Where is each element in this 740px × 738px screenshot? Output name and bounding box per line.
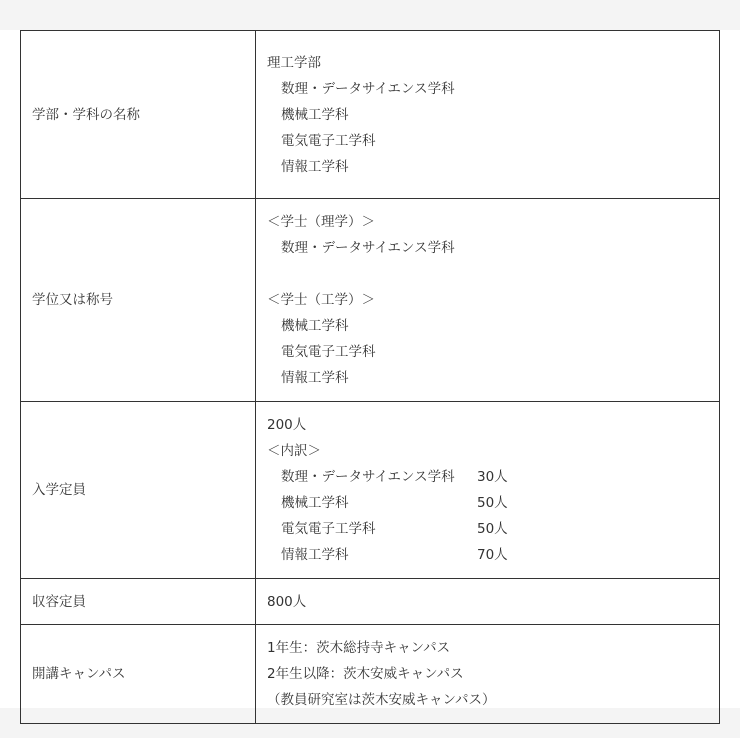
- label-admission: 入学定員: [21, 402, 256, 579]
- table-row-admission: [21, 402, 720, 579]
- breakdown-heading: ＜内訳＞: [267, 443, 321, 459]
- breakdown-item: [267, 490, 708, 516]
- department-item: 電気電子工学科: [281, 132, 376, 149]
- department-item: 機械工学科: [281, 106, 349, 123]
- page: [0, 30, 740, 708]
- label-faculty: 学部・学科の名称: [21, 31, 256, 199]
- department-item: 数理・データサイエンス学科: [281, 80, 455, 97]
- breakdown-item: [267, 464, 708, 490]
- breakdown-name: 機械工学科: [281, 495, 349, 511]
- value-capacity: 800人: [256, 579, 720, 625]
- campus-line: 1年生：茨木総持寺キャンパス: [267, 640, 451, 656]
- value-campus: [256, 625, 720, 724]
- breakdown-count: 50人: [477, 495, 508, 511]
- table-row-campus: [21, 625, 720, 724]
- breakdown-count: 50人: [477, 521, 508, 537]
- department-item: 情報工学科: [281, 158, 349, 175]
- label-degree: 学位又は称号: [21, 199, 256, 402]
- value-faculty: [256, 31, 720, 199]
- breakdown-name: 電気電子工学科: [281, 521, 376, 537]
- table-row-faculty: [21, 31, 720, 199]
- label-campus: 開講キャンパス: [21, 625, 256, 724]
- campus-line: 2年生以降：茨木安威キャンパス: [267, 666, 464, 682]
- campus-line: （教員研究室は茨木安威キャンパス）: [267, 692, 496, 708]
- faculty-name: 理工学部: [267, 54, 321, 71]
- degree-department-item: 電気電子工学科: [281, 344, 376, 360]
- program-info-table: [20, 30, 720, 724]
- degree-department-item: 情報工学科: [281, 370, 349, 386]
- admission-total: 200人: [267, 417, 307, 433]
- label-capacity: 収容定員: [21, 579, 256, 625]
- degree-department-item: 機械工学科: [281, 318, 349, 334]
- value-degree: [256, 199, 720, 402]
- table-row-capacity: [21, 579, 720, 625]
- blank-line: [267, 261, 708, 287]
- value-admission: [256, 402, 720, 579]
- breakdown-count: 30人: [477, 469, 508, 485]
- breakdown-item: [267, 542, 708, 568]
- table-row-degree: [21, 199, 720, 402]
- breakdown-item: [267, 516, 708, 542]
- breakdown-name: 情報工学科: [281, 547, 349, 563]
- degree-department-item: 数理・データサイエンス学科: [281, 240, 455, 256]
- degree-engineering-heading: ＜学士（工学）＞: [267, 292, 375, 308]
- breakdown-count: 70人: [477, 547, 508, 563]
- degree-science-heading: ＜学士（理学）＞: [267, 214, 375, 230]
- breakdown-name: 数理・データサイエンス学科: [281, 469, 455, 485]
